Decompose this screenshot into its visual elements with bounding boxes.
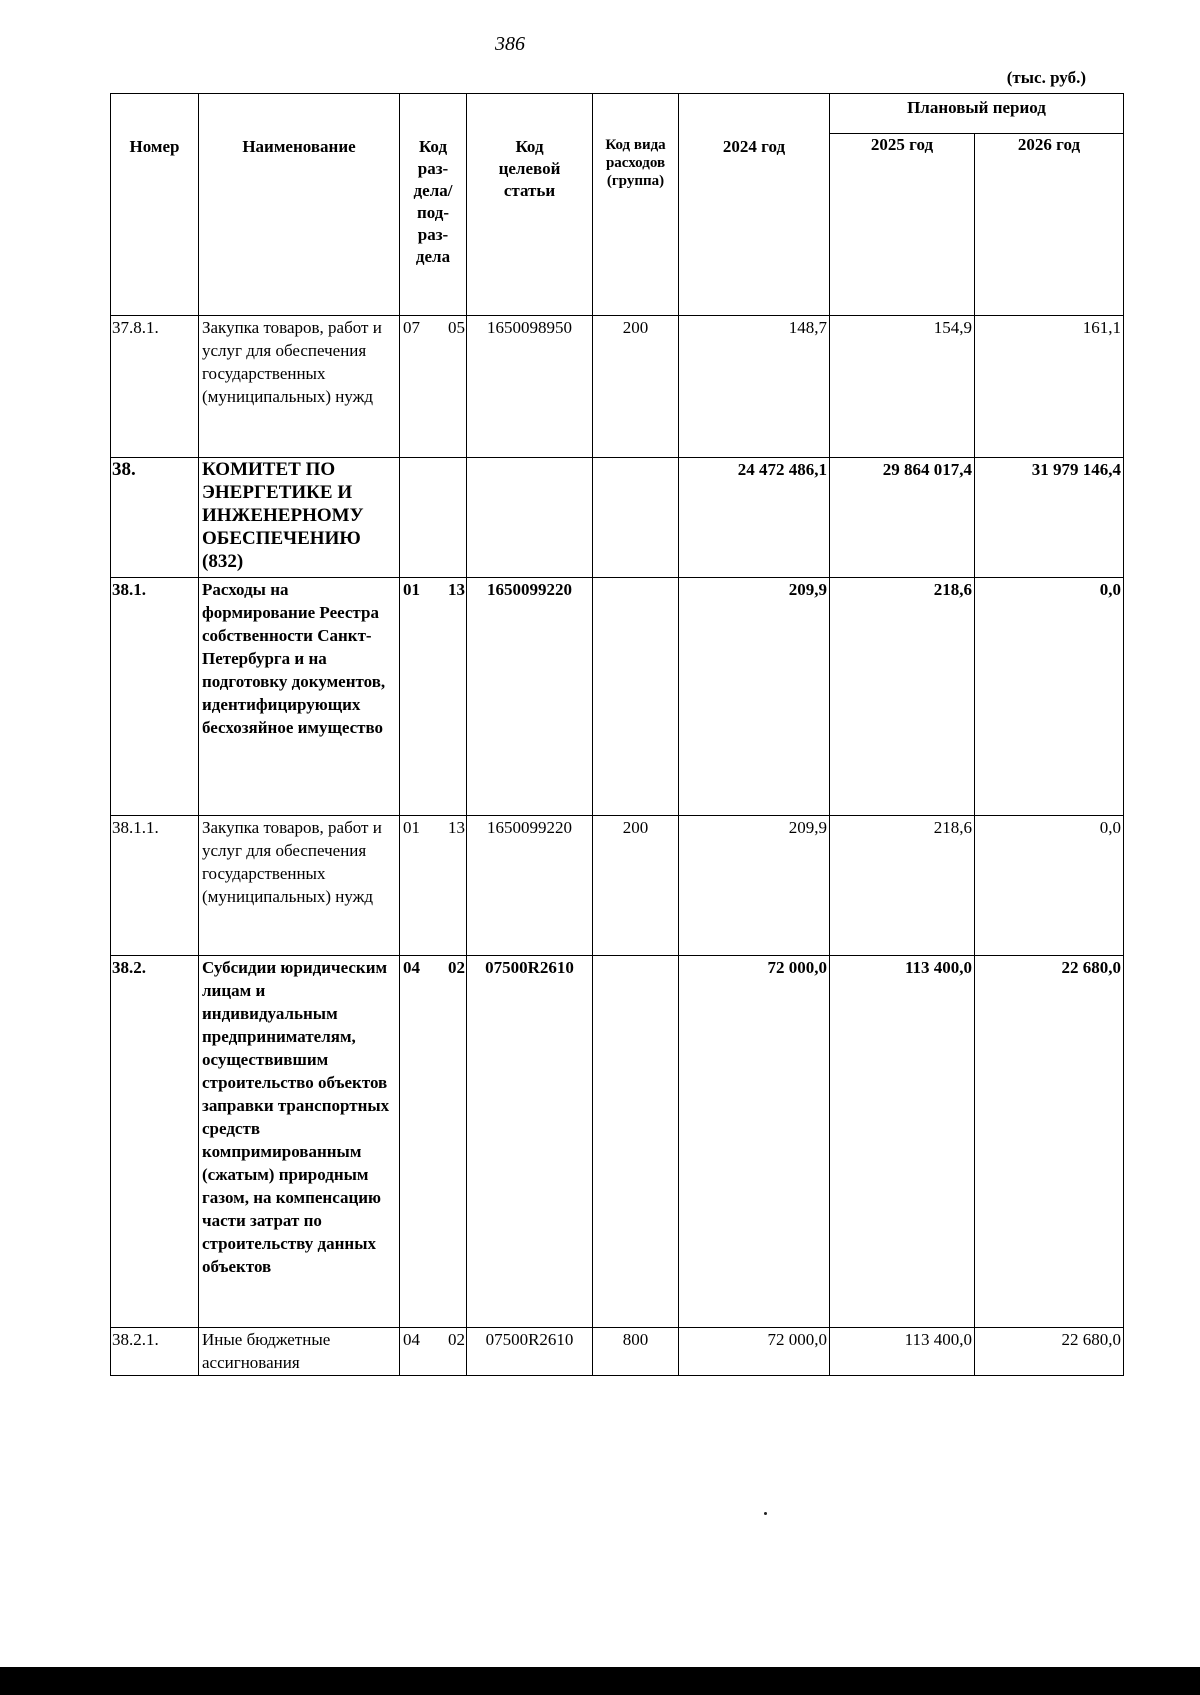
row-name: Субсидии юридическим лицам и индивидуальным предпринимателям, осуществившим строительство объектов заправки транспортных средств компримированным (сжатым) природным газом, на компенсацию части затрат по строительству данных объектов: [199, 956, 400, 1328]
row-number: 38.1.: [111, 578, 199, 816]
row-section-code: 04 02: [400, 1328, 467, 1376]
table-row: [111, 316, 1124, 458]
row-2026: 0,0: [975, 578, 1124, 816]
row-expense-type: [593, 956, 679, 1328]
header-name: Наименование: [199, 94, 400, 316]
row-2024: 72 000,0: [679, 956, 830, 1328]
scan-speck: [764, 1512, 767, 1515]
row-2024: 148,7: [679, 316, 830, 458]
row-expense-type: 200: [593, 816, 679, 956]
row-section-code: 07 05: [400, 316, 467, 458]
row-name: КОМИТЕТ ПО ЭНЕРГЕТИКЕ И ИНЖЕНЕРНОМУ ОБЕСПЕЧЕНИЮ (832): [199, 458, 400, 578]
row-target-code: [467, 458, 593, 578]
table-row: [111, 578, 1124, 816]
row-2025: 154,9: [830, 316, 975, 458]
row-expense-type: 800: [593, 1328, 679, 1376]
scan-bottom-border: [0, 1667, 1200, 1695]
row-name: Расходы на формирование Реестра собственности Санкт-Петербурга и на подготовку документов, идентифицирующих бесхозяйное имущество: [199, 578, 400, 816]
row-section-code: 01 13: [400, 578, 467, 816]
header-number: Номер: [111, 94, 199, 316]
row-2026: 0,0: [975, 816, 1124, 956]
row-number: 38.2.: [111, 956, 199, 1328]
row-section-code: [400, 458, 467, 578]
row-expense-type: 200: [593, 316, 679, 458]
header-planned-period: Плановый период: [830, 94, 1124, 134]
budget-table: [110, 93, 1124, 1376]
row-number: 38.1.1.: [111, 816, 199, 956]
row-section-code: 04 02: [400, 956, 467, 1328]
header-target-code: Код целевой статьи: [467, 94, 593, 316]
table-row: [111, 816, 1124, 956]
row-target-code: 07500R2610: [467, 1328, 593, 1376]
row-section-code: 01 13: [400, 816, 467, 956]
row-2024: 209,9: [679, 816, 830, 956]
page-number: 386: [495, 33, 525, 55]
row-2026: 22 680,0: [975, 956, 1124, 1328]
table-row: [111, 956, 1124, 1328]
row-2025: 113 400,0: [830, 956, 975, 1328]
row-expense-type: [593, 578, 679, 816]
row-name: Закупка товаров, работ и услуг для обеспечения государственных (муниципальных) нужд: [199, 816, 400, 956]
row-number: 38.: [111, 458, 199, 578]
row-2025: 29 864 017,4: [830, 458, 975, 578]
row-number: 37.8.1.: [111, 316, 199, 458]
units-label: (тыс. руб.): [1006, 68, 1086, 87]
table-row: [111, 458, 1124, 578]
row-target-code: 07500R2610: [467, 956, 593, 1328]
header-section-code: Код раз- дела/ под- раз- дела: [400, 94, 467, 316]
row-name: Закупка товаров, работ и услуг для обеспечения государственных (муниципальных) нужд: [199, 316, 400, 458]
row-expense-type: [593, 458, 679, 578]
row-2025: 218,6: [830, 816, 975, 956]
row-name: Иные бюджетные ассигнования: [199, 1328, 400, 1376]
row-2024: 72 000,0: [679, 1328, 830, 1376]
header-expense-type: Код вида расходов (группа): [593, 94, 679, 316]
row-2024: 209,9: [679, 578, 830, 816]
row-2025: 218,6: [830, 578, 975, 816]
row-target-code: 1650099220: [467, 816, 593, 956]
row-2024: 24 472 486,1: [679, 458, 830, 578]
row-target-code: 1650099220: [467, 578, 593, 816]
row-2026: 161,1: [975, 316, 1124, 458]
row-2026: 31 979 146,4: [975, 458, 1124, 578]
row-2025: 113 400,0: [830, 1328, 975, 1376]
header-2026: 2026 год: [975, 134, 1124, 316]
table-row: [111, 1328, 1124, 1376]
row-2026: 22 680,0: [975, 1328, 1124, 1376]
header-2025: 2025 год: [830, 134, 975, 316]
header-2024: 2024 год: [679, 94, 830, 316]
row-target-code: 1650098950: [467, 316, 593, 458]
row-number: 38.2.1.: [111, 1328, 199, 1376]
